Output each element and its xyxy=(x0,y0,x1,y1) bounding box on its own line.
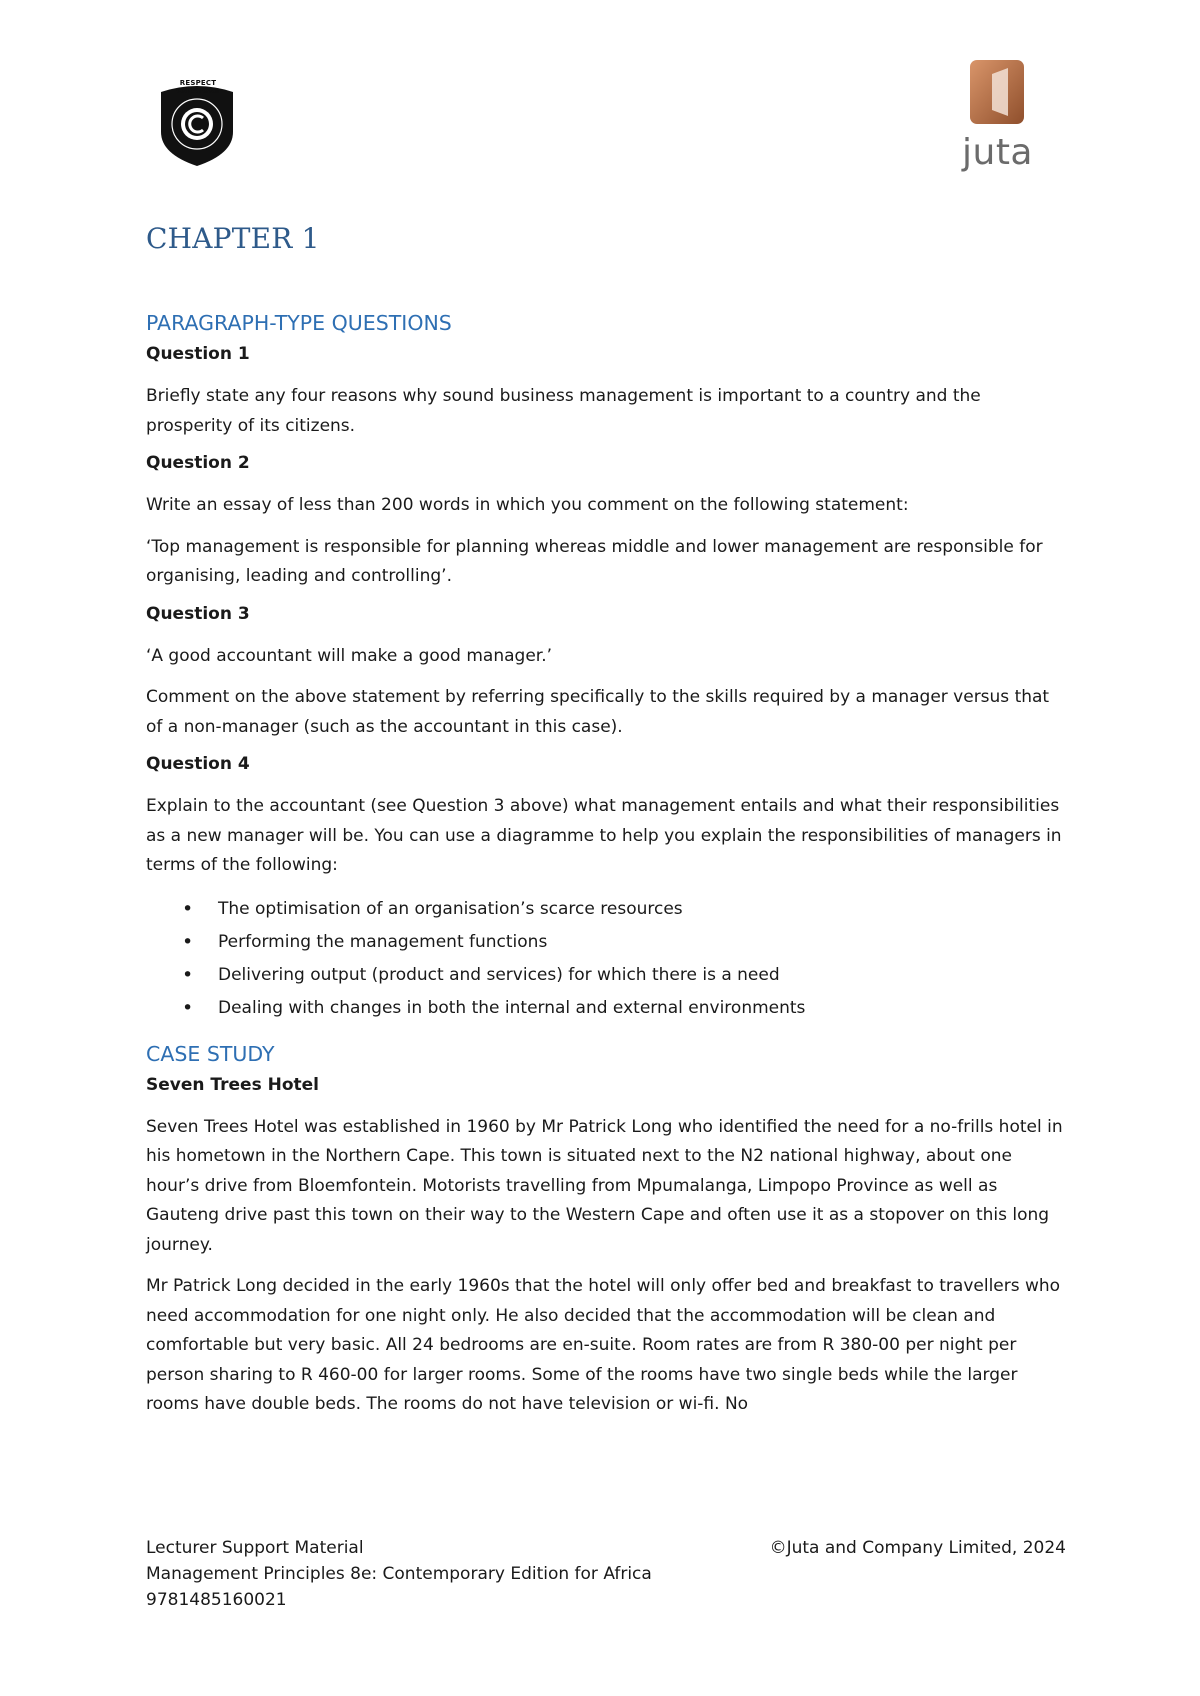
question-3-text: Comment on the above statement by referring specifically to the skills required by a manager versus that of a non-manager (such as the accountant in this case). xyxy=(146,687,1050,737)
list-item: • Delivering output (product and services) for which there is a need xyxy=(218,959,1066,992)
section-heading-paragraph-questions: PARAGRAPH-TYPE QUESTIONS xyxy=(146,311,452,335)
chapter-title: CHAPTER 1 xyxy=(146,222,320,255)
list-item: • The optimisation of an organisation’s scarce resources xyxy=(218,893,1066,926)
footer-isbn: 9781485160021 xyxy=(146,1590,287,1610)
badge-top-text: RESPECT CREATORS xyxy=(176,79,220,95)
question-3-quote: ‘A good accountant will make a good manager.’ xyxy=(146,645,553,666)
main-content xyxy=(146,222,1066,1432)
question-1-label: Question 1 xyxy=(146,344,250,364)
question-4-label: Question 4 xyxy=(146,754,250,774)
question-2-text: Write an essay of less than 200 words in which you comment on the following statement: xyxy=(146,495,909,515)
juta-brand-name: juta xyxy=(962,132,1033,173)
list-item: • Dealing with changes in both the internal and external environments xyxy=(218,992,1066,1025)
case-study-paragraph-2: Mr Patrick Long decided in the early 1960s that the hotel will only offer bed and breakfast to travellers who need accommodation for one night only. He also decided that the accommodation will be clean and comfortable but very basic. All 24 bedrooms are en-suite. Room rates are from R 380-00 per night per person sharing to R 460-00 for larger rooms. Some of the rooms have two single beds while the larger rooms have double beds. The rooms do not have television or wi-fi. No xyxy=(146,1276,1061,1414)
question-2-label: Question 2 xyxy=(146,453,250,473)
section-heading-case-study: CASE STUDY xyxy=(146,1041,275,1066)
question-1-text: Briefly state any four reasons why sound business management is important to a country and the prosperity of its citizens. xyxy=(146,386,981,436)
question-4-bullet-list xyxy=(146,893,1066,1025)
footer-copyright: ©Juta and Company Limited, 2024 xyxy=(769,1538,1066,1558)
case-study-paragraph-1: Seven Trees Hotel was established in 1960 by Mr Patrick Long who identified the need for a no-frills hotel in his hometown in the Northern Cape. This town is situated next to the N2 national highway, about one hour’s drive from Bloemfontein. Motorists travelling from Mpumalanga, Limpopo Province as well as Gauteng drive past this town on their way to the Western Cape and often use it as a stopover on this long journey. xyxy=(146,1116,1063,1255)
footer-material-label: Lecturer Support Material xyxy=(146,1538,364,1558)
question-2-quote: ‘Top management is responsible for planning whereas middle and lower management are responsible for organising, leading and controlling’. xyxy=(146,536,1043,586)
question-3-label: Question 3 xyxy=(146,603,250,624)
question-4-text: Explain to the accountant (see Question 3 above) what management entails and what their responsibilities as a new manager will be. You can use a diagramme to help you explain the responsibilities of managers in terms of the following: xyxy=(146,796,1062,875)
page-footer xyxy=(146,1535,1066,1613)
case-study-title: Seven Trees Hotel xyxy=(146,1074,320,1095)
list-item: • Performing the management functions xyxy=(218,926,1066,959)
footer-book-title: Management Principles 8e: Contemporary Edition for Africa xyxy=(146,1564,652,1584)
